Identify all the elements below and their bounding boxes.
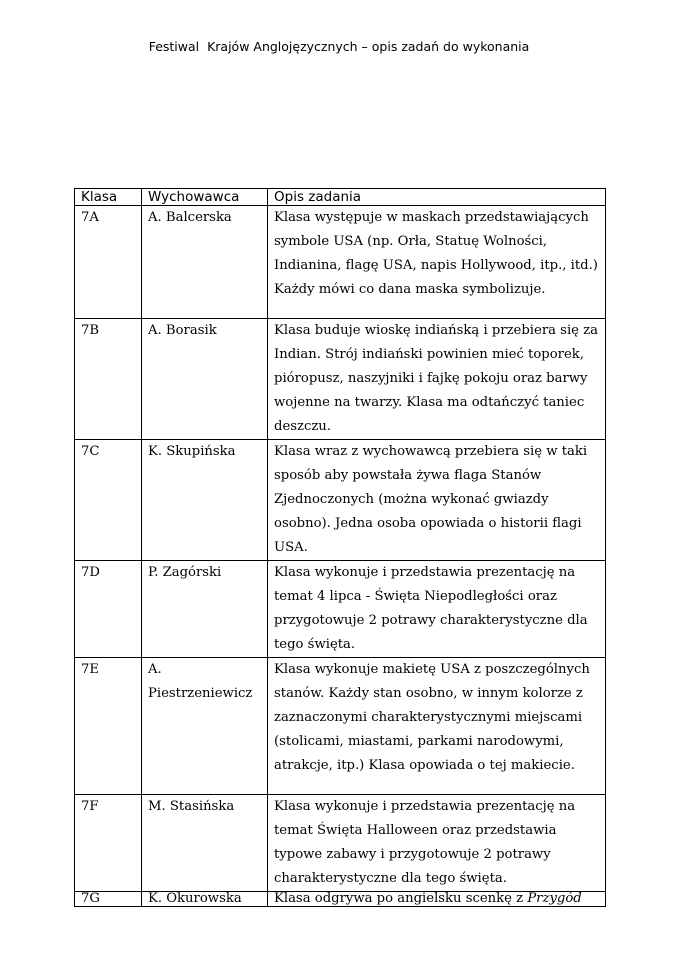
page-header: Festiwal Krajów Anglojęzycznych – opis zadań do wykonania [148,39,530,54]
cell-klasa-text: 7G [81,892,100,906]
cell-opis: Klasa buduje wioskę indiańską i przebiera się za Indian. Strój indiański powinien mieć toporek, pióropusz, naszyjniki i fajkę pokoju oraz barwy wojenne na twarzy. Klasa ma odtańczyć taniec deszczu. [268,319,606,440]
table-row [75,795,606,892]
tasks-table [74,188,606,907]
column-header-wychowawca: Wychowawca [142,189,268,206]
cell-wychowawca: A. Piestrzeniewicz [142,658,268,795]
table-row [75,658,606,795]
cell-klasa: 7D [75,561,142,658]
cell-opis-plain: Klasa odgrywa po angielsku scenkę z [274,892,528,906]
column-header-klasa: Klasa [75,189,142,206]
cell-klasa: 7F [75,795,142,892]
cell-wychowawca: P. Zagórski [142,561,268,658]
cell-opis: Klasa wykonuje i przedstawia prezentację na temat Święta Halloween oraz przedstawia typowe zabawy i przygotowuje 2 potrawy charakterystyczne dla tego święta. [268,795,606,892]
cell-klasa: 7B [75,319,142,440]
cell-klasa [75,892,142,907]
cell-opis: Klasa wraz z wychowawcą przebiera się w taki sposób aby powstała żywa flaga Stanów Zjednoczonych (można wykonać gwiazdy osobno). Jedna osoba opowiada o historii flagi USA. [268,440,606,561]
column-header-opis: Opis zadania [268,189,606,206]
table-header-row [75,189,606,206]
cell-wychowawca: K. Skupińska [142,440,268,561]
cell-wychowawca: A. Borasik [142,319,268,440]
cell-opis-text [274,892,605,906]
table-row [75,440,606,561]
cell-opis: Klasa wykonuje makietę USA z poszczególnych stanów. Każdy stan osobno, w innym kolorze z zaznaczonymi charakterystycznymi miejscami (stolicami, miastami, parkami narodowymi, atrakcje, itp.) Klasa opowiada o tej makiecie. [268,658,606,795]
cell-klasa: 7A [75,206,142,319]
cell-wychowawca: M. Stasińska [142,795,268,892]
table-row [75,561,606,658]
cell-opis-italic: Przygód [527,892,582,906]
cell-wychowawca [142,892,268,907]
cell-wychowawca: A. Balcerska [142,206,268,319]
cell-wychowawca-text: K. Okurowska [148,892,242,906]
cell-opis [268,892,606,907]
table-row [75,892,606,907]
cell-klasa: 7C [75,440,142,561]
table-row [75,206,606,319]
cell-opis: Klasa występuje w maskach przedstawiających symbole USA (np. Orła, Statuę Wolności, Indianina, flagę USA, napis Hollywood, itp., itd.) Każdy mówi co dana maska symbolizuje. [268,206,606,319]
cell-klasa: 7E [75,658,142,795]
cell-opis: Klasa wykonuje i przedstawia prezentację na temat 4 lipca - Święta Niepodległości oraz przygotowuje 2 potrawy charakterystyczne dla tego święta. [268,561,606,658]
table-row [75,319,606,440]
